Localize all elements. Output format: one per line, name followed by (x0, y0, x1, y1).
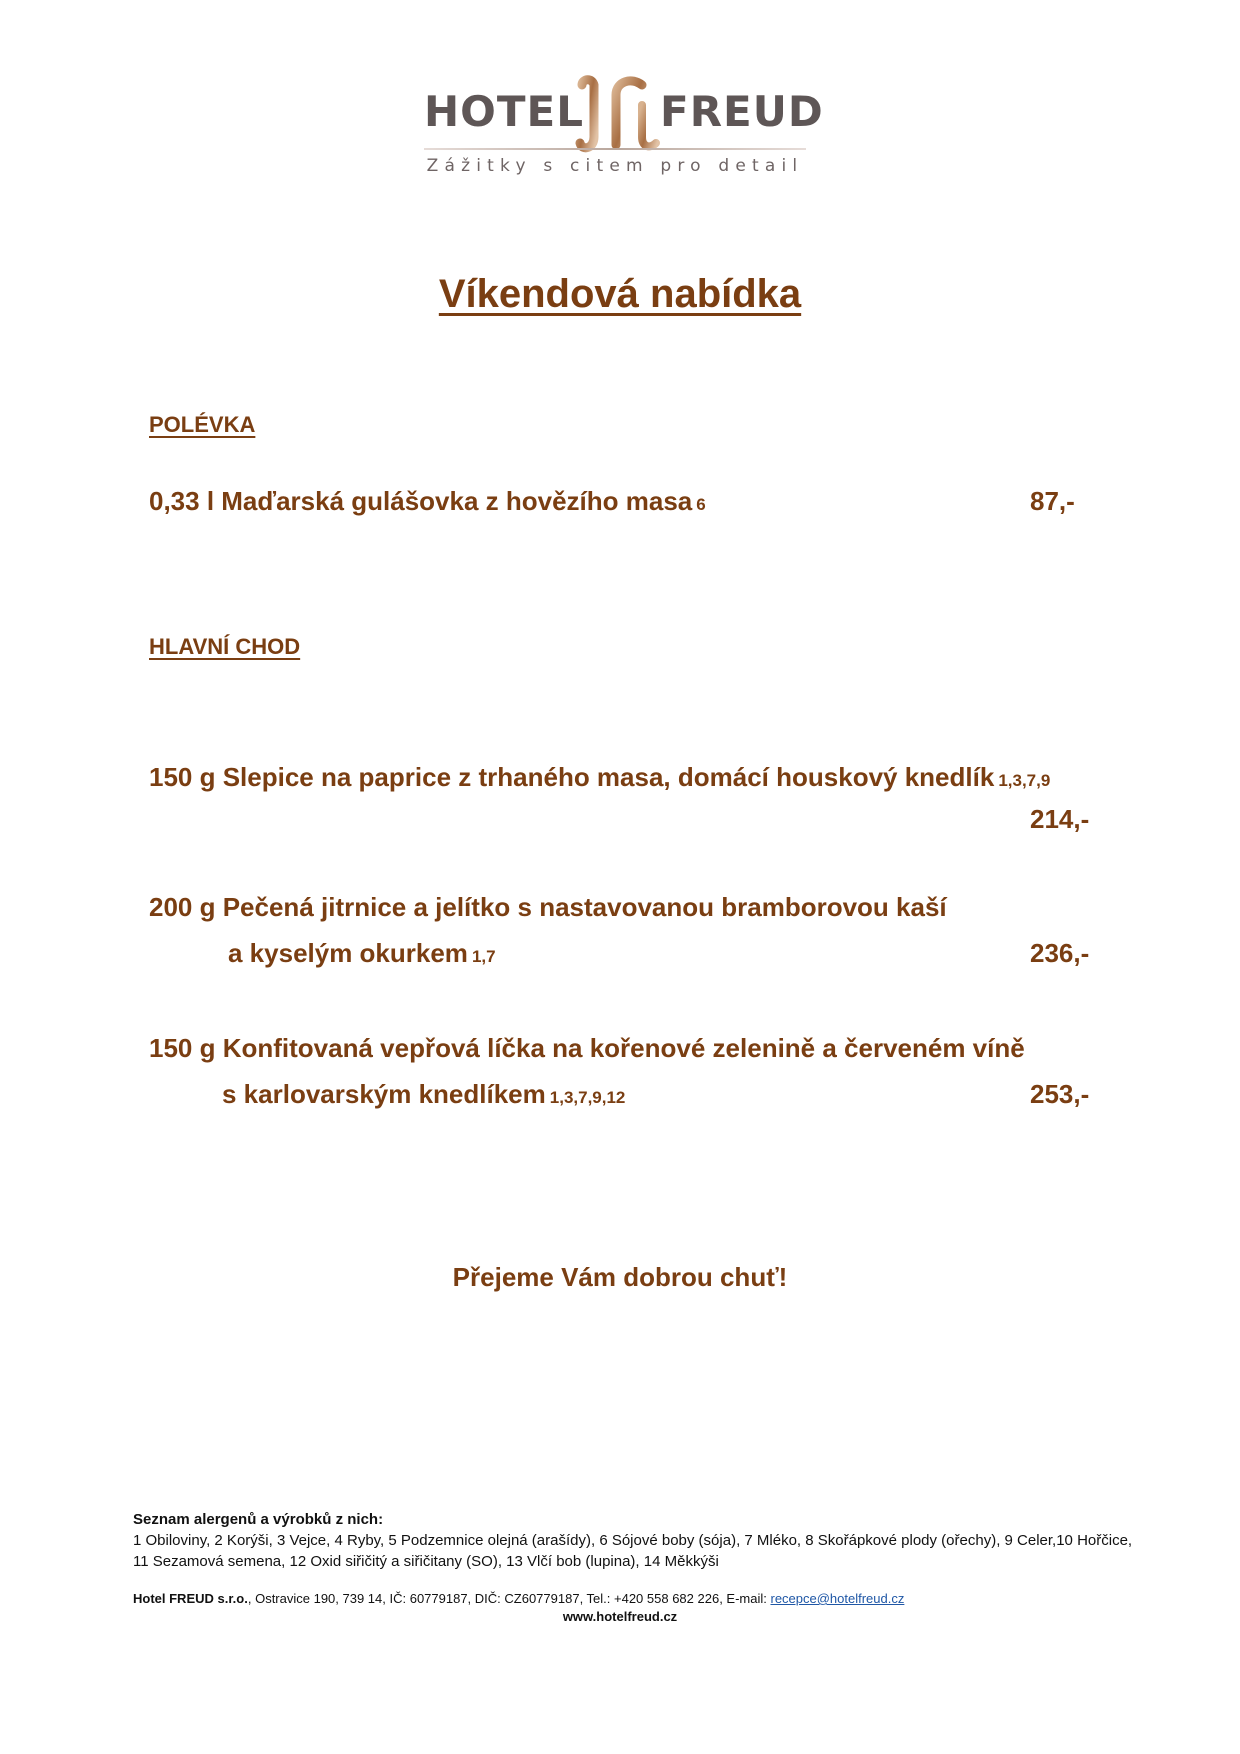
logo-tagline: Zážitky s citem pro detail (426, 156, 804, 176)
company-info (133, 1591, 904, 1606)
allergen-codes: 1,7 (471, 947, 496, 966)
allergen-list-line-1: 1 Obiloviny, 2 Korýši, 3 Vejce, 4 Ryby, 5 Podzemnice olejná (arašídy), 6 Sójové boby (sója), 7 Mléko, 8 Skořápkové plody (ořechy), 9 Celer,10 Hořčice, (133, 1532, 1133, 1549)
logo-divider (424, 148, 806, 150)
menu-item-main-2: 200 g Pečená jitrnice a jelítko s nastavovanou bramborovou kaší (149, 892, 947, 922)
menu-item-main-3-line2 (222, 1079, 625, 1110)
section-heading-main: HLAVNÍ CHOD (149, 634, 301, 659)
allergen-list-line-2: 11 Sezamová semena, 12 Oxid siřičitý a siřičitany (SO), 13 Vlčí bob (lupina), 14 Měkkýši (133, 1553, 719, 1570)
company-details: , Ostravice 190, 739 14, IČ: 60779187, DIČ: CZ60779187, Tel.: +420 558 682 226, E-mail: (247, 1591, 771, 1606)
menu-item-main-1 (149, 762, 1050, 793)
logo-row (420, 75, 824, 150)
hotel-logo (420, 60, 824, 185)
menu-item-text: 150 g Slepice na paprice z trhaného masa, domácí houskový knedlík (149, 762, 995, 792)
menu-item-text: s karlovarským knedlíkem (222, 1079, 546, 1109)
price-soup: 87,- (1030, 486, 1075, 516)
price-main-1: 214,- (1030, 804, 1090, 834)
menu-item-soup (149, 486, 706, 517)
section-heading-soup: POLÉVKA (149, 412, 256, 437)
price-main-3: 253,- (1030, 1079, 1090, 1109)
logo-word-hotel: HOTEL (424, 87, 584, 136)
website-link[interactable]: www.hotelfreud.cz (562, 1609, 678, 1624)
company-name: Hotel FREUD s.r.o. (133, 1591, 248, 1606)
menu-item-main-2-line2 (228, 938, 496, 969)
allergen-codes: 1,3,7,9 (998, 771, 1051, 790)
logo-word-freud: FREUD (660, 87, 824, 136)
allergen-codes: 6 (696, 495, 706, 514)
page-title (0, 272, 1240, 317)
allergen-heading-text: Seznam alergenů a výrobků z nich: (133, 1511, 384, 1528)
menu-item-text: a kyselým okurkem (228, 938, 468, 968)
allergen-codes: 1,3,7,9,12 (549, 1088, 626, 1107)
menu-item-text: 0,33 l Maďarská gulášovka z hovězího masa (149, 486, 693, 516)
allergen-list-heading (133, 1511, 383, 1528)
closing-message: Přejeme Vám dobrou chuť! (452, 1262, 788, 1292)
email-link[interactable]: recepce@hotelfreud.cz (770, 1591, 905, 1606)
price-main-2: 236,- (1030, 938, 1090, 968)
page-title-text: Víkendová nabídka (438, 272, 802, 316)
hf-monogram-icon (572, 75, 660, 155)
menu-item-main-3: 150 g Konfitovaná vepřová líčka na kořenové zelenině a červeném víně (149, 1033, 1025, 1063)
